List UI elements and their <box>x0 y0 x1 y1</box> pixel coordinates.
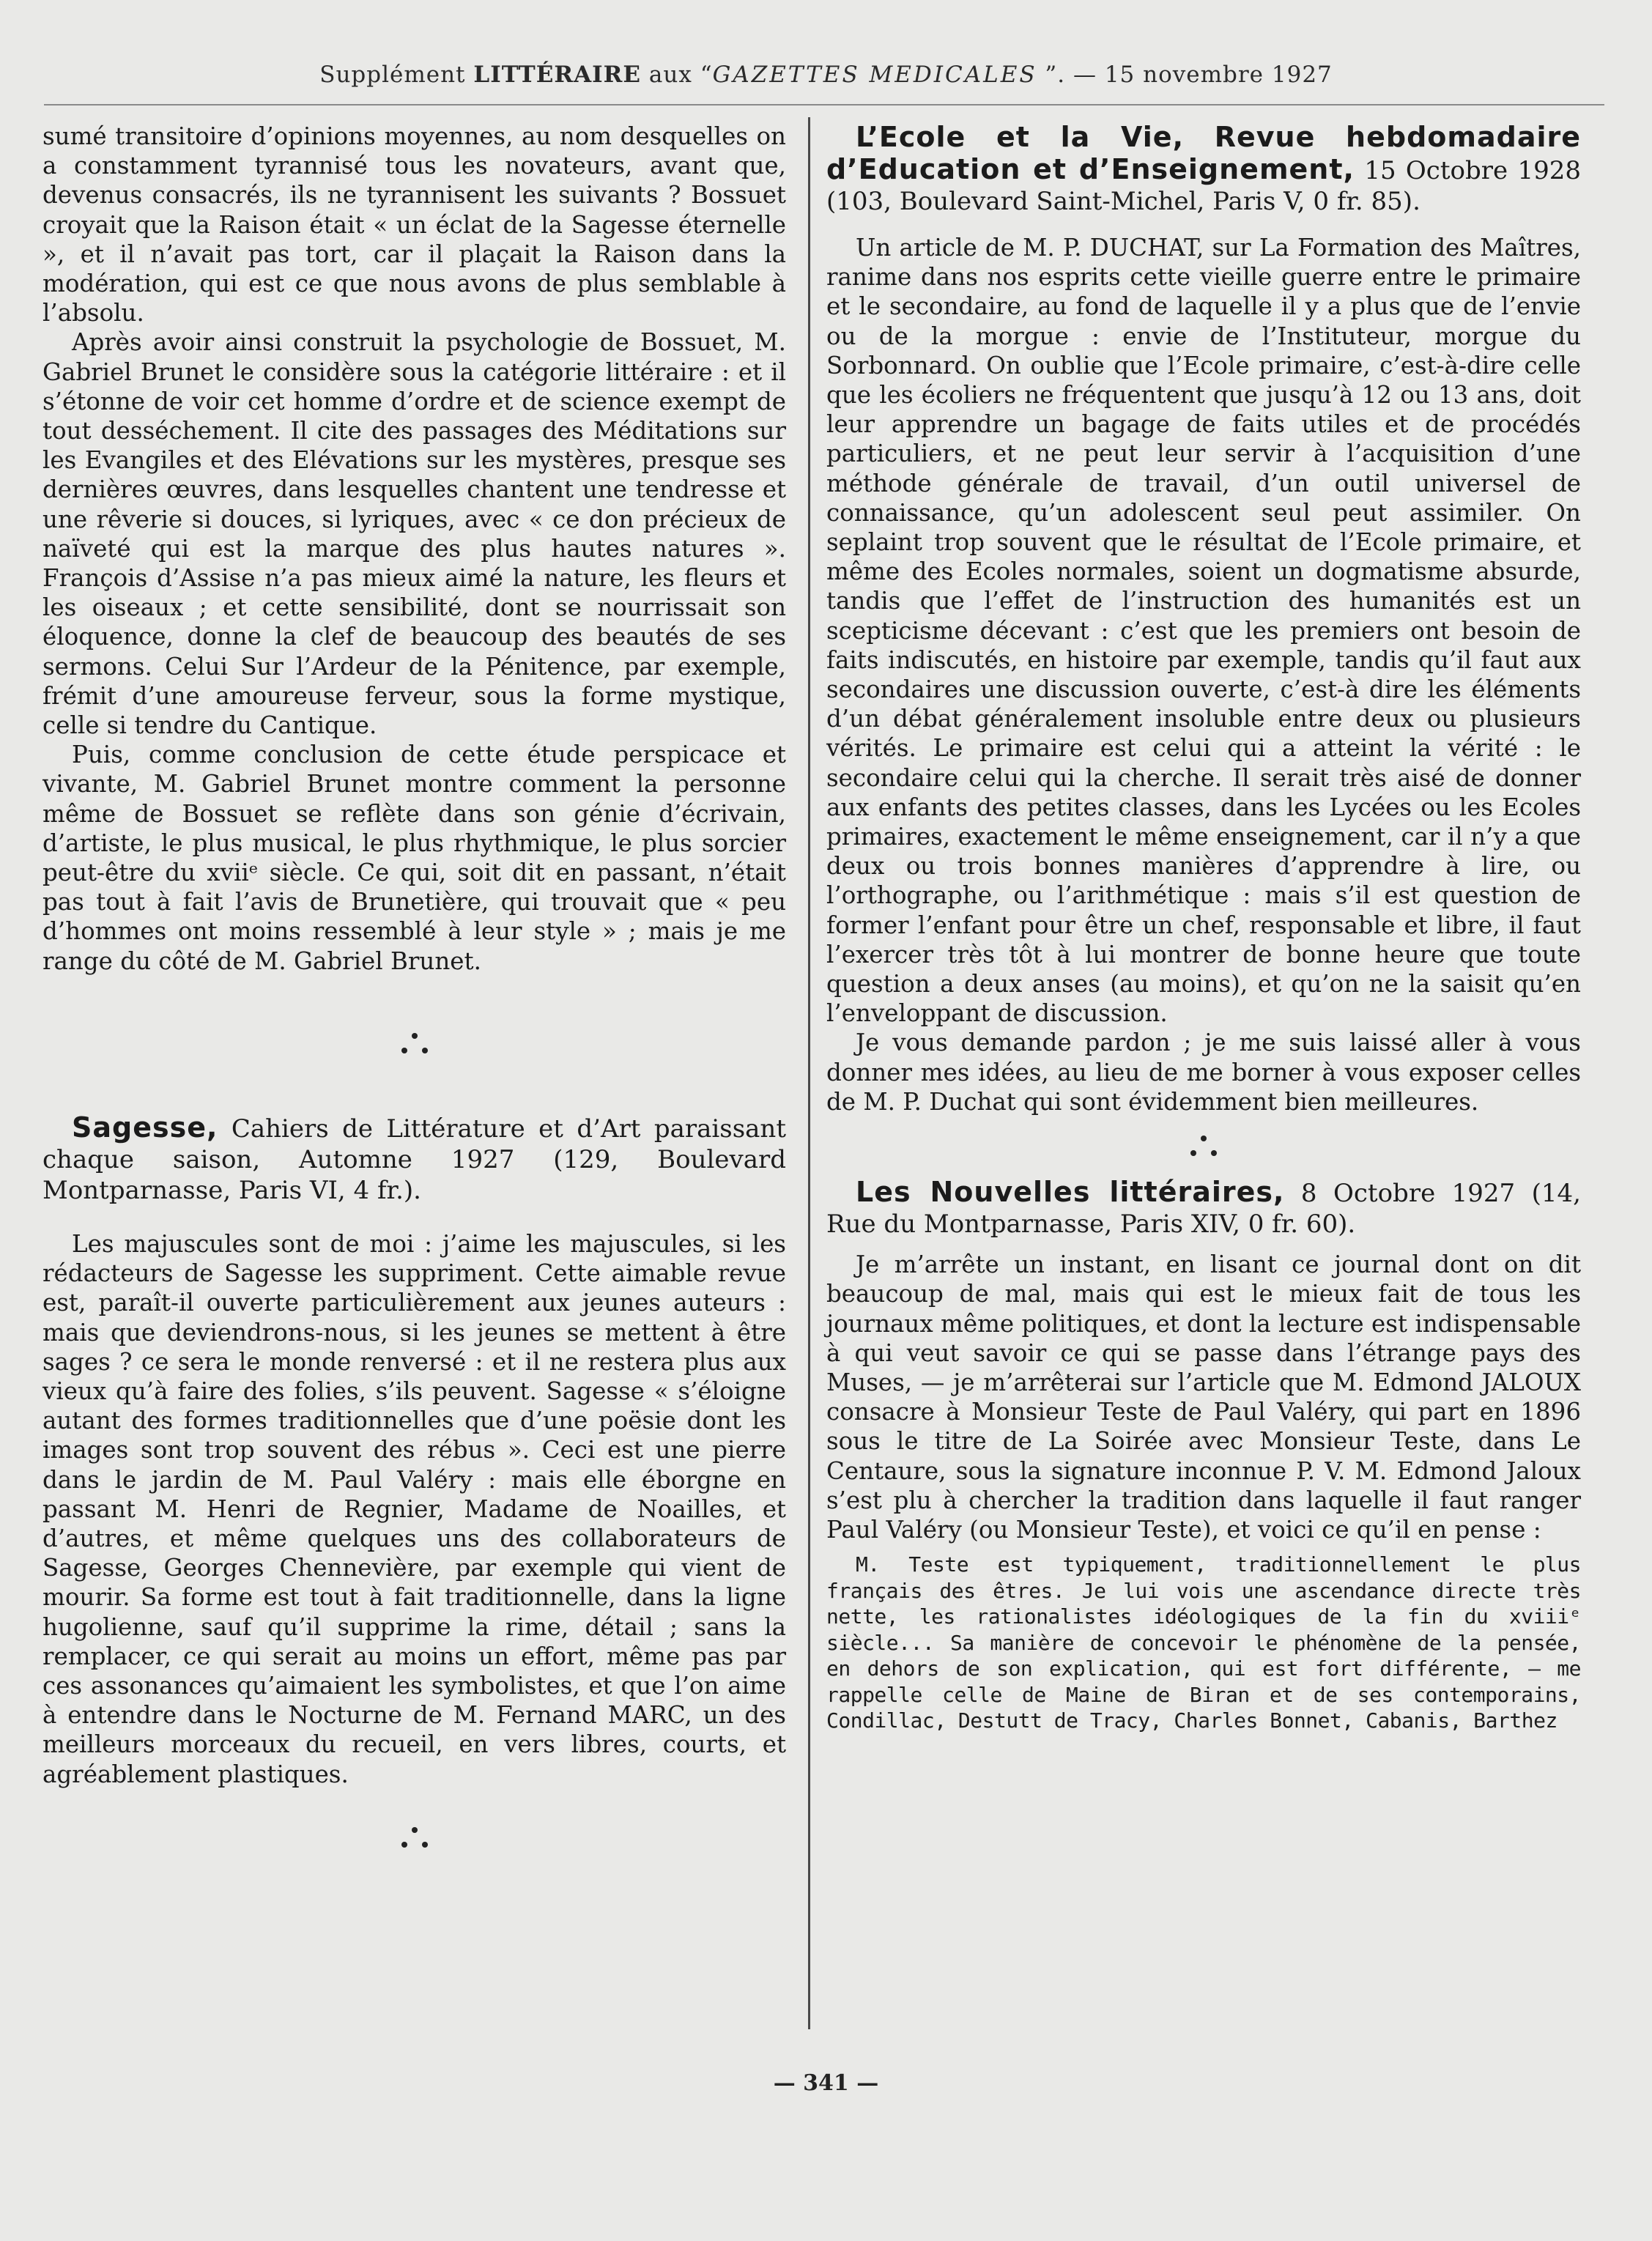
nouvelles-details: 8 Octobre 1927 (14, Rue du Montparnasse, Paris XIV, 0 fr. 60). <box>826 1179 1581 1240</box>
left-column <box>42 122 786 1852</box>
header-aux: aux “ <box>648 62 713 88</box>
sagesse-paragraph: Les majuscules sont de moi : j’aime les majuscules, si les rédacteurs de Sagesse les suppriment. Cette aimable revue est, paraît-il ouverte particulièrement aux jeunes auteurs : mais que deviendrons-nous, si les jeunes se mettent à être sages ? ce sera le monde renversé : et il ne restera plus aux vieux qu’à faire des folies, s’ils peuvent. Sagesse « s’éloigne autant des formes traditionnelles que d’une poësie dont les images sont trop souvent des rébus ». Ceci est une pierre dans le jardin de M. Paul Valéry : mais elle éborgne en passant M. Henri de Regnier, Madame de Noailles, et d’autres, et même quelques uns des collaborateurs de Sagesse, Georges Chennevière, par exemple qui vient de mourir. Sa forme est tout à fait traditionnelle, dans la ligne hugolienne, sauf qu’il supprime la rime, détail ; sans la remplacer, ce qui serait au moins un effort, même pas par ces assonances qu’aimaient les symbolistes, et que l’on aime à entendre dans le Nocturne de M. Fernand MARC, un des meilleurs morceaux du recueil, en vers libres, courts, et agréablement plastiques. <box>42 1229 786 1788</box>
sagesse-citation <box>42 1112 786 1206</box>
header-rule <box>44 104 1604 105</box>
right-column <box>826 122 1581 1734</box>
header-litteraire: LITTÉRAIRE <box>473 62 642 88</box>
ecole-paragraph-1: Un article de M. P. DUCHAT, sur La Formation des Maîtres, ranime dans nos esprits cette vieille guerre entre le primaire et le secondaire, au fond de laquelle il y a plus que de l’envie ou de la morgue : envie de l’Instituteur, morgue du Sorbonnard. On oublie que l’Ecole primaire, c’est-à-dire celle que les écoliers ne fréquentent que jusqu’à 12 ou 13 ans, doit leur apprendre un bagage de faits utiles et de procédés particuliers, et ne peut leur servir à l’acquisition d’une méthode générale de travail, d’un outil universel de connaissance, qu’un adolescent seul peut assimiler. On seplaint trop souvent que le résultat de l’Ecole primaire, et même des Ecoles normales, soient un dogmatisme absurde, tandis que l’effet de l’instruction des humanités est un scepticisme décevant : c’est que les premiers ont besoin de faits indiscutés, en histoire par exemple, tandis qu’il faut aux secondaires une discussion ouverte, c’est-à dire les éléments d’un débat généralement insoluble entre deux ou plusieurs vérités. Le primaire est celui qui a atteint la vérité : le secondaire celui qui la cherche. Il serait très aisé de donner aux enfants des petites classes, dans les Lycées ou les Ecoles primaires, exactement le même enseignement, car il n’y a que deux ou trois bonnes manières d’apprendre à lire, ou l’orthographe, ou l’arithmétique : mais s’il est question de former l’enfant pour être un chef, responsable et libre, il faut l’exercer très tôt à lui montrer de bonne heure que toute question a deux anses (au moins), et qu’on ne la saisit qu’en l’enveloppant de discussion. <box>826 234 1581 1028</box>
page-number: — 341 — <box>773 2070 879 2096</box>
ecole-citation <box>826 122 1581 217</box>
ecole-details: 15 Octobre 1928 (103, Boulevard Saint-Michel, Paris V, 0 fr. 85). <box>826 156 1582 216</box>
bossuet-paragraph-2: Après avoir ainsi construit la psychologie de Bossuet, M. Gabriel Brunet le considère sous la catégorie littéraire : et il s’étonne de voir cet homme d’ordre et de science exempt de tout desséchement. Il cite des passages des Méditations sur les Evangiles et des Elévations sur les mystères, presque ses dernières œuvres, dans lesquelles chantent une tendresse et une rêverie si douces, si lyriques, avec « ce don précieux de naïveté qui est la marque des plus hautes natures ». François d’Assise n’a pas mieux aimé la nature, les fleurs et les oiseaux ; et cette sensibilité, dont se nourrissait son éloquence, donne la clef de beaucoup des beautés de ses sermons. Celui Sur l’Ardeur de la Pénitence, par exemple, frémit d’une amoureuse ferveur, sous la forme mystique, celle si tendre du Cantique. <box>42 328 786 740</box>
ecole-title: L’Ecole et la Vie, Revue hebdomadaire d’Education et d’Enseignement, <box>826 121 1581 185</box>
sagesse-entry <box>42 1112 786 1789</box>
bossuet-paragraph-1: sumé transitoire d’opinions moyennes, au nom desquelles on a constamment tyrannisé tous les novateurs, avant que, devenus consacrés, ils ne tyrannisent les suivants ? Bossuet croyait que la Raison était « un éclat de la Sagesse éternelle », et il n’avait pas tort, car il plaçait la Raison dans la modération, qui est ce que nous avons de plus semblable à l’absolu. <box>42 122 786 327</box>
sagesse-details: Cahiers de Littérature et d’Art paraissant chaque saison, Automne 1927 (129, Boulevard Montparnasse, Paris VI, 4 fr.). <box>42 1114 786 1205</box>
jaloux-quote: M. Teste est typiquement, traditionnellement le plus français des êtres. Je lui vois une ascendance directe très nette, les rationalistes idéologiques de la fin du xviiiᵉ siècle... Sa manière de concevoir le phénomène de la pensée, en dehors de son explication, qui est fort différente, — me rappelle celle de Maine de Biran et de ses contemporains, Condillac, Destutt de Tracy, Charles Bonnet, Cabanis, Barthez <box>826 1552 1581 1733</box>
column-divider <box>808 117 810 2029</box>
header-gazettes: GAZETTES MEDICALES <box>712 62 1037 88</box>
nouvelles-title: Les Nouvelles littéraires, <box>856 1176 1285 1209</box>
section-separator <box>393 1029 437 1058</box>
nouvelles-paragraph: Je m’arrête un instant, en lisant ce journal dont on dit beaucoup de mal, mais qui est le mieux fait de tous les journaux même politiques, et dont la lecture est indispensable à qui veut savoir ce qui se passe dans l’étrange pays des Muses, — je m’arrêterai sur l’article que M. Edmond JALOUX consacre à Monsieur Teste de Paul Valéry, qui part en 1896 sous le titre de La Soirée avec Monsieur Teste, dans Le Centaure, sous la signature inconnue P. V. M. Edmond Jaloux s’est plu à chercher la tradition dans laquelle il faut ranger Paul Valéry (ou Monsieur Teste), et voici ce qu’il en pense : <box>826 1251 1581 1544</box>
header-supplement: Supplément <box>319 62 466 88</box>
ecole-entry <box>826 122 1581 1116</box>
sagesse-title: Sagesse, <box>72 1111 218 1144</box>
section-separator-bottom <box>393 1823 437 1852</box>
bossuet-paragraph-3: Puis, comme conclusion de cette étude perspicace et vivante, M. Gabriel Brunet montre comment la personne même de Bossuet se reflète dans son génie d’écrivain, d’artiste, le plus musical, le plus rhythmique, le plus sorcier peut-être du xviiᵉ siècle. Ce qui, soit dit en passant, n’était pas tout à fait l’avis de Brunetière, qui trouvait que « peu d’hommes ont moins ressemblé à leur style » ; mais je me range du côté de M. Gabriel Brunet. <box>42 741 786 975</box>
ecole-paragraph-2: Je vous demande pardon ; je me suis laissé aller à vous donner mes idées, au lieu de me borner à vous exposer celles de M. P. Duchat qui sont évidemment bien meilleures. <box>826 1029 1581 1116</box>
header-date: ”. — 15 novembre 1927 <box>1045 62 1333 88</box>
running-head <box>0 62 1652 88</box>
nouvelles-entry <box>826 1177 1581 1734</box>
section-separator-right <box>1182 1131 1226 1160</box>
nouvelles-citation <box>826 1177 1581 1240</box>
